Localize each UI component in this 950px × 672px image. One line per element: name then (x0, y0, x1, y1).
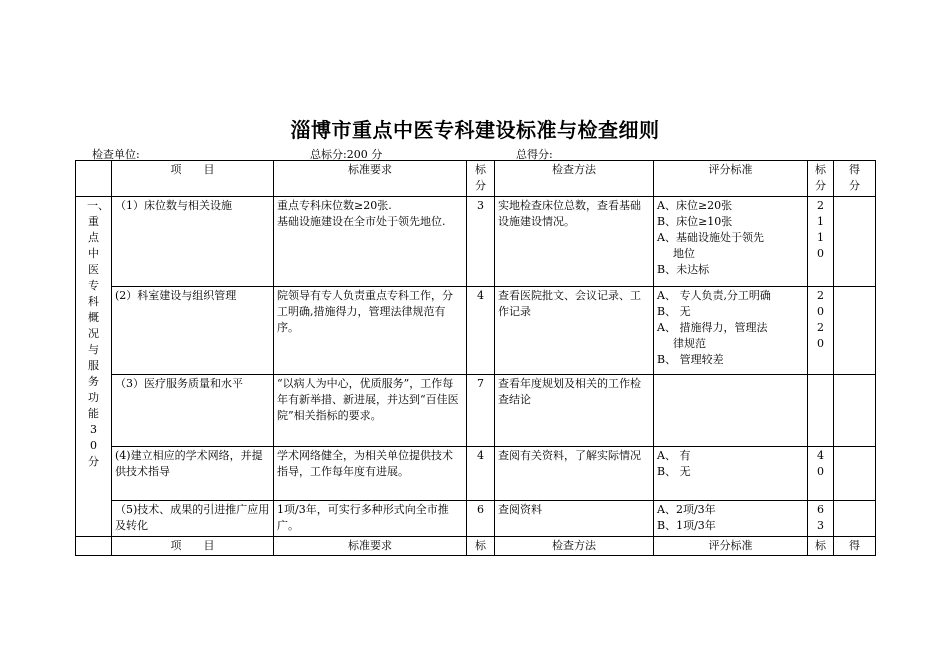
header-points-text: 标分 (475, 163, 486, 192)
points-cell: 4 (467, 287, 495, 375)
requirement-cell: 1项/3年，可实行多种形式向全市推广。 (274, 501, 467, 537)
table-row (76, 447, 876, 501)
method-cell: 查阅有关资料，了解实际情况 (495, 447, 654, 501)
score-cell (834, 197, 876, 287)
score-value: 1 (817, 215, 824, 228)
criteria-cell (654, 197, 808, 287)
score-value: 2 (817, 199, 824, 212)
score-cell (834, 287, 876, 375)
header-row (76, 161, 876, 197)
header-points-2 (808, 161, 834, 197)
item-cell: （3）医疗服务质量和水平 (112, 375, 274, 447)
method-cell: 查阅资料 (495, 501, 654, 537)
score-value: 1 (817, 231, 824, 244)
header-points (467, 161, 495, 197)
score-value: 3 (817, 519, 824, 532)
score-value: 6 (817, 503, 824, 516)
footer-requirement: 标准要求 (274, 537, 467, 556)
table-row (76, 197, 876, 287)
item-cell: （1）床位数与相关设施 (112, 197, 274, 287)
section-label (76, 197, 112, 537)
header-score (834, 161, 876, 197)
points-cell: 4 (467, 447, 495, 501)
criteria-cell (654, 287, 808, 375)
criteria-cell (654, 447, 808, 501)
score-value: 0 (817, 465, 824, 478)
header-method: 检查方法 (495, 161, 654, 197)
header-score-text: 得分 (849, 163, 860, 192)
criteria-line: B、未达标 (657, 263, 710, 276)
criteria-line: B、 无 (657, 305, 691, 318)
footer-blank (76, 537, 112, 556)
header-blank (76, 161, 112, 197)
footer-score: 得 (834, 537, 876, 556)
requirement-line: 基础设施建设在全市处于领先地位. (277, 215, 446, 228)
points-cell: 3 (467, 197, 495, 287)
criteria-line: B、床位≥10张 (657, 215, 733, 228)
item-cell: (4)建立相应的学术网络，并提供技术指导 (112, 447, 274, 501)
header-criteria: 评分标准 (654, 161, 808, 197)
section-label-text: 一、重点中医专科概况与服务功能30分 (87, 199, 109, 468)
criteria-line: B、 无 (657, 465, 691, 478)
requirement-cell: 学术网络健全，为相关单位提供技术指导，工作每年度有进展。 (274, 447, 467, 501)
inspection-table (75, 160, 876, 556)
method-cell: 实地检查床位总数，查看基础设施建设情况。 (495, 197, 654, 287)
score-cell (834, 375, 876, 447)
score-value: 0 (817, 305, 824, 318)
criteria-line: A、床位≥20张 (657, 199, 733, 212)
points-cell: 6 (467, 501, 495, 537)
score-values-cell (808, 197, 834, 287)
total-score-label: 总得分: (516, 148, 553, 161)
inspection-unit-label: 检查单位: (92, 148, 140, 161)
score-value: 2 (817, 289, 824, 302)
header-requirement: 标准要求 (274, 161, 467, 197)
page-title: 淄博市重点中医专科建设标准与检查细则 (290, 118, 660, 142)
method-cell: 查看医院批文、会议记录、工作记录 (495, 287, 654, 375)
criteria-line: 地位 (673, 247, 695, 260)
score-value: 0 (817, 247, 824, 260)
score-value: 2 (817, 321, 824, 334)
footer-method: 检查方法 (495, 537, 654, 556)
score-values-cell (808, 501, 834, 537)
method-cell: 查看年度规划及相关的工作检查结论 (495, 375, 654, 447)
requirement-line: 重点专科床位数≥20张. (277, 199, 392, 212)
criteria-line: A、 有 (657, 449, 691, 462)
footer-criteria: 评分标准 (654, 537, 808, 556)
criteria-line: B、1项/3年 (657, 519, 716, 532)
item-cell: （5)技术、成果的引进推广应用及转化 (112, 501, 274, 537)
item-cell: (2）科室建设与组织管理 (112, 287, 274, 375)
criteria-line: A、基础设施处于领先 (657, 231, 764, 244)
repeat-header-row (76, 537, 876, 556)
score-values-cell (808, 447, 834, 501)
requirement-cell: “以病人为中心，优质服务”，工作每年有新举措、新进展，并达到“百佳医院”相关指标的要求。 (274, 375, 467, 447)
header-item: 项 目 (112, 161, 274, 197)
criteria-line: 律规范 (673, 337, 706, 350)
table-row (76, 287, 876, 375)
criteria-line: A、 措施得力，管理法 (657, 321, 768, 334)
criteria-cell (654, 375, 808, 447)
footer-points: 标 (467, 537, 495, 556)
criteria-line: A、2项/3年 (657, 503, 716, 516)
score-cell (834, 501, 876, 537)
score-values-cell (808, 375, 834, 447)
criteria-line: A、 专人负责,分工明确 (657, 289, 771, 302)
table-row (76, 375, 876, 447)
criteria-cell (654, 501, 808, 537)
requirement-cell (274, 197, 467, 287)
score-values-cell (808, 287, 834, 375)
points-cell: 7 (467, 375, 495, 447)
criteria-line: B、 管理较差 (657, 353, 724, 366)
score-cell (834, 447, 876, 501)
requirement-cell: 院领导有专人负责重点专科工作，分工明确,措施得力，管理法律规范有序。 (274, 287, 467, 375)
header-points2-text: 标分 (815, 163, 826, 192)
score-value: 4 (817, 449, 824, 462)
footer-points-2: 标 (808, 537, 834, 556)
score-value: 0 (817, 337, 824, 350)
footer-item: 项 目 (112, 537, 274, 556)
total-points-label: 总标分:200 分 (310, 148, 383, 161)
table-row (76, 501, 876, 537)
